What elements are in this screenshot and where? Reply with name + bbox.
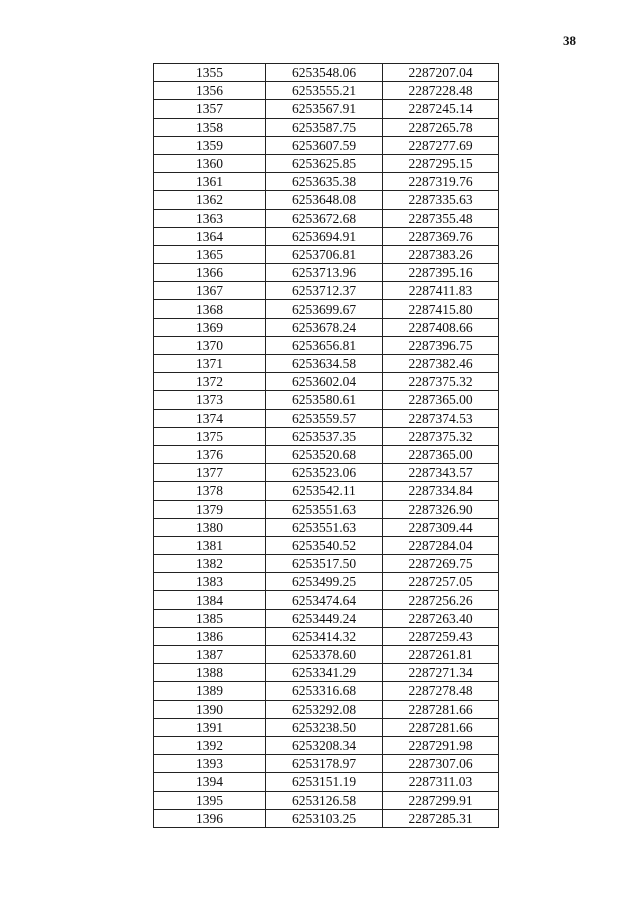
y-coordinate-cell: 2287307.06	[383, 755, 499, 773]
y-coordinate-cell: 2287309.44	[383, 518, 499, 536]
x-coordinate-cell: 6253449.24	[266, 609, 383, 627]
table-row	[154, 373, 499, 391]
point-number-cell: 1375	[154, 427, 266, 445]
table-row	[154, 100, 499, 118]
point-number-cell: 1365	[154, 245, 266, 263]
table-row	[154, 682, 499, 700]
y-coordinate-cell: 2287271.34	[383, 664, 499, 682]
table-row	[154, 318, 499, 336]
table-row	[154, 809, 499, 827]
table-row	[154, 136, 499, 154]
x-coordinate-cell: 6253580.61	[266, 391, 383, 409]
x-coordinate-cell: 6253520.68	[266, 445, 383, 463]
x-coordinate-cell: 6253208.34	[266, 736, 383, 754]
point-number-cell: 1384	[154, 591, 266, 609]
table-row	[154, 227, 499, 245]
table-row	[154, 755, 499, 773]
y-coordinate-cell: 2287228.48	[383, 82, 499, 100]
table-row	[154, 282, 499, 300]
table-row	[154, 536, 499, 554]
table-row	[154, 245, 499, 263]
point-number-cell: 1355	[154, 64, 266, 82]
x-coordinate-cell: 6253706.81	[266, 245, 383, 263]
y-coordinate-cell: 2287319.76	[383, 173, 499, 191]
table-row	[154, 300, 499, 318]
table-row	[154, 154, 499, 172]
y-coordinate-cell: 2287295.15	[383, 154, 499, 172]
point-number-cell: 1371	[154, 355, 266, 373]
x-coordinate-cell: 6253537.35	[266, 427, 383, 445]
point-number-cell: 1383	[154, 573, 266, 591]
point-number-cell: 1380	[154, 518, 266, 536]
coordinates-table-body	[154, 64, 499, 828]
y-coordinate-cell: 2287311.03	[383, 773, 499, 791]
point-number-cell: 1366	[154, 264, 266, 282]
table-row	[154, 409, 499, 427]
point-number-cell: 1382	[154, 555, 266, 573]
x-coordinate-cell: 6253694.91	[266, 227, 383, 245]
x-coordinate-cell: 6253178.97	[266, 755, 383, 773]
y-coordinate-cell: 2287343.57	[383, 464, 499, 482]
point-number-cell: 1373	[154, 391, 266, 409]
point-number-cell: 1388	[154, 664, 266, 682]
point-number-cell: 1372	[154, 373, 266, 391]
table-row	[154, 336, 499, 354]
table-row	[154, 427, 499, 445]
x-coordinate-cell: 6253540.52	[266, 536, 383, 554]
y-coordinate-cell: 2287281.66	[383, 700, 499, 718]
table-row	[154, 736, 499, 754]
x-coordinate-cell: 6253699.67	[266, 300, 383, 318]
x-coordinate-cell: 6253678.24	[266, 318, 383, 336]
table-row	[154, 482, 499, 500]
table-row	[154, 464, 499, 482]
point-number-cell: 1389	[154, 682, 266, 700]
point-number-cell: 1374	[154, 409, 266, 427]
table-row	[154, 173, 499, 191]
table-row	[154, 646, 499, 664]
table-row	[154, 118, 499, 136]
table-row	[154, 64, 499, 82]
y-coordinate-cell: 2287278.48	[383, 682, 499, 700]
y-coordinate-cell: 2287383.26	[383, 245, 499, 263]
x-coordinate-cell: 6253648.08	[266, 191, 383, 209]
y-coordinate-cell: 2287285.31	[383, 809, 499, 827]
point-number-cell: 1391	[154, 718, 266, 736]
table-row	[154, 773, 499, 791]
point-number-cell: 1356	[154, 82, 266, 100]
x-coordinate-cell: 6253499.25	[266, 573, 383, 591]
x-coordinate-cell: 6253151.19	[266, 773, 383, 791]
x-coordinate-cell: 6253712.37	[266, 282, 383, 300]
x-coordinate-cell: 6253634.58	[266, 355, 383, 373]
x-coordinate-cell: 6253602.04	[266, 373, 383, 391]
y-coordinate-cell: 2287396.75	[383, 336, 499, 354]
y-coordinate-cell: 2287263.40	[383, 609, 499, 627]
table-row	[154, 191, 499, 209]
point-number-cell: 1367	[154, 282, 266, 300]
y-coordinate-cell: 2287299.91	[383, 791, 499, 809]
x-coordinate-cell: 6253474.64	[266, 591, 383, 609]
table-row	[154, 518, 499, 536]
x-coordinate-cell: 6253414.32	[266, 627, 383, 645]
x-coordinate-cell: 6253523.06	[266, 464, 383, 482]
x-coordinate-cell: 6253713.96	[266, 264, 383, 282]
x-coordinate-cell: 6253555.21	[266, 82, 383, 100]
y-coordinate-cell: 2287256.26	[383, 591, 499, 609]
point-number-cell: 1361	[154, 173, 266, 191]
point-number-cell: 1394	[154, 773, 266, 791]
table-row	[154, 82, 499, 100]
point-number-cell: 1386	[154, 627, 266, 645]
table-row	[154, 355, 499, 373]
x-coordinate-cell: 6253292.08	[266, 700, 383, 718]
point-number-cell: 1395	[154, 791, 266, 809]
point-number-cell: 1393	[154, 755, 266, 773]
y-coordinate-cell: 2287265.78	[383, 118, 499, 136]
y-coordinate-cell: 2287365.00	[383, 445, 499, 463]
point-number-cell: 1390	[154, 700, 266, 718]
x-coordinate-cell: 6253316.68	[266, 682, 383, 700]
table-row	[154, 609, 499, 627]
point-number-cell: 1385	[154, 609, 266, 627]
point-number-cell: 1358	[154, 118, 266, 136]
x-coordinate-cell: 6253517.50	[266, 555, 383, 573]
y-coordinate-cell: 2287365.00	[383, 391, 499, 409]
y-coordinate-cell: 2287415.80	[383, 300, 499, 318]
x-coordinate-cell: 6253625.85	[266, 154, 383, 172]
point-number-cell: 1359	[154, 136, 266, 154]
table-row	[154, 500, 499, 518]
y-coordinate-cell: 2287375.32	[383, 427, 499, 445]
point-number-cell: 1396	[154, 809, 266, 827]
table-row	[154, 591, 499, 609]
y-coordinate-cell: 2287259.43	[383, 627, 499, 645]
y-coordinate-cell: 2287207.04	[383, 64, 499, 82]
table-row	[154, 391, 499, 409]
x-coordinate-cell: 6253542.11	[266, 482, 383, 500]
point-number-cell: 1392	[154, 736, 266, 754]
table-row	[154, 264, 499, 282]
point-number-cell: 1369	[154, 318, 266, 336]
point-number-cell: 1357	[154, 100, 266, 118]
y-coordinate-cell: 2287261.81	[383, 646, 499, 664]
table-row	[154, 791, 499, 809]
point-number-cell: 1381	[154, 536, 266, 554]
x-coordinate-cell: 6253378.60	[266, 646, 383, 664]
y-coordinate-cell: 2287326.90	[383, 500, 499, 518]
y-coordinate-cell: 2287395.16	[383, 264, 499, 282]
y-coordinate-cell: 2287334.84	[383, 482, 499, 500]
x-coordinate-cell: 6253587.75	[266, 118, 383, 136]
y-coordinate-cell: 2287291.98	[383, 736, 499, 754]
y-coordinate-cell: 2287382.46	[383, 355, 499, 373]
point-number-cell: 1364	[154, 227, 266, 245]
point-number-cell: 1376	[154, 445, 266, 463]
table-row	[154, 718, 499, 736]
point-number-cell: 1360	[154, 154, 266, 172]
x-coordinate-cell: 6253551.63	[266, 500, 383, 518]
point-number-cell: 1378	[154, 482, 266, 500]
table-row	[154, 445, 499, 463]
coordinates-table	[153, 63, 499, 828]
table-row	[154, 209, 499, 227]
y-coordinate-cell: 2287284.04	[383, 536, 499, 554]
x-coordinate-cell: 6253635.38	[266, 173, 383, 191]
x-coordinate-cell: 6253126.58	[266, 791, 383, 809]
y-coordinate-cell: 2287411.83	[383, 282, 499, 300]
x-coordinate-cell: 6253607.59	[266, 136, 383, 154]
y-coordinate-cell: 2287369.76	[383, 227, 499, 245]
point-number-cell: 1379	[154, 500, 266, 518]
x-coordinate-cell: 6253341.29	[266, 664, 383, 682]
y-coordinate-cell: 2287375.32	[383, 373, 499, 391]
x-coordinate-cell: 6253672.68	[266, 209, 383, 227]
x-coordinate-cell: 6253551.63	[266, 518, 383, 536]
page-number: 38	[563, 33, 576, 48]
table-row	[154, 664, 499, 682]
x-coordinate-cell: 6253238.50	[266, 718, 383, 736]
y-coordinate-cell: 2287281.66	[383, 718, 499, 736]
table-row	[154, 573, 499, 591]
table-row	[154, 700, 499, 718]
y-coordinate-cell: 2287277.69	[383, 136, 499, 154]
y-coordinate-cell: 2287245.14	[383, 100, 499, 118]
y-coordinate-cell: 2287355.48	[383, 209, 499, 227]
y-coordinate-cell: 2287408.66	[383, 318, 499, 336]
y-coordinate-cell: 2287374.53	[383, 409, 499, 427]
point-number-cell: 1377	[154, 464, 266, 482]
x-coordinate-cell: 6253567.91	[266, 100, 383, 118]
x-coordinate-cell: 6253656.81	[266, 336, 383, 354]
x-coordinate-cell: 6253548.06	[266, 64, 383, 82]
point-number-cell: 1363	[154, 209, 266, 227]
y-coordinate-cell: 2287257.05	[383, 573, 499, 591]
x-coordinate-cell: 6253103.25	[266, 809, 383, 827]
y-coordinate-cell: 2287269.75	[383, 555, 499, 573]
y-coordinate-cell: 2287335.63	[383, 191, 499, 209]
x-coordinate-cell: 6253559.57	[266, 409, 383, 427]
point-number-cell: 1368	[154, 300, 266, 318]
table-row	[154, 555, 499, 573]
point-number-cell: 1387	[154, 646, 266, 664]
table-row	[154, 627, 499, 645]
point-number-cell: 1362	[154, 191, 266, 209]
point-number-cell: 1370	[154, 336, 266, 354]
